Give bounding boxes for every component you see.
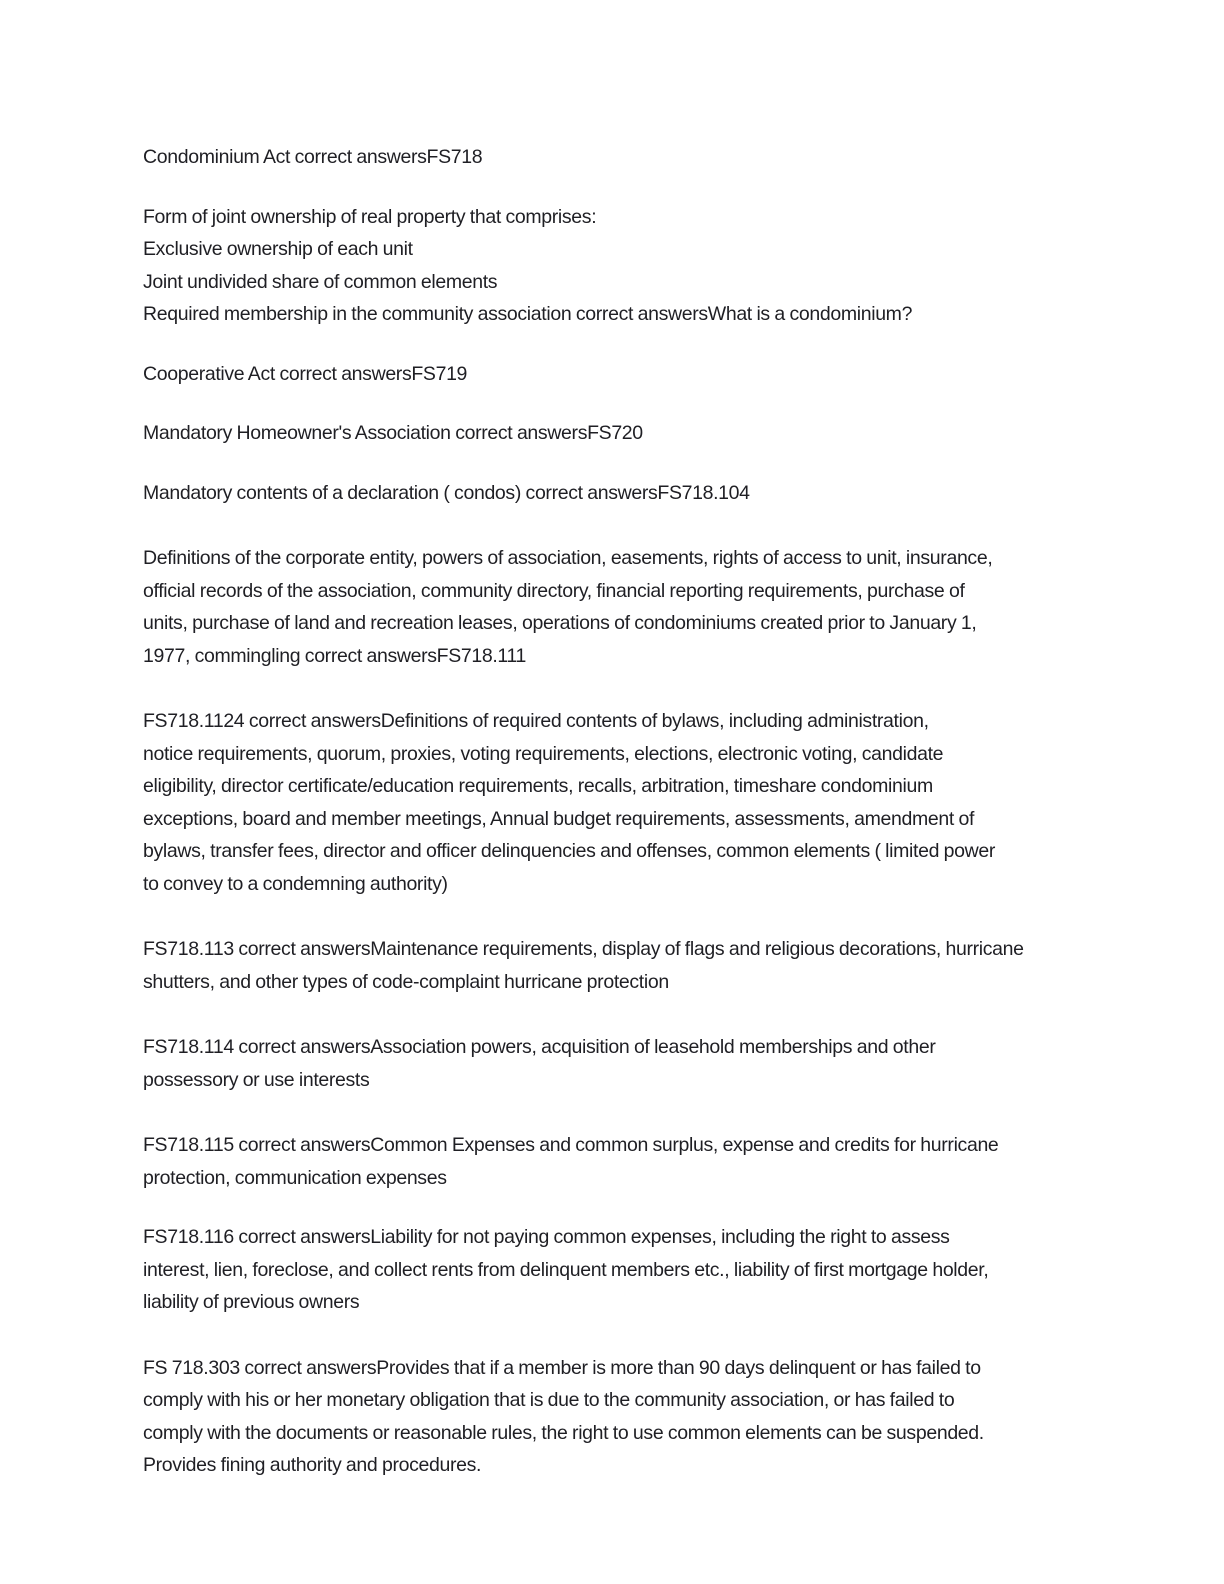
paragraph-condominium-act — [143, 141, 1093, 174]
text-line: units, purchase of land and recreation leases, operations of condominiums created prior to January 1, — [143, 612, 977, 634]
paragraph-fs718-303 — [143, 1352, 1093, 1482]
text-line: Cooperative Act correct answersFS719 — [143, 362, 468, 385]
text-line: FS 718.303 correct answersProvides that if a member is more than 90 days delinquent or has failed to — [143, 1356, 981, 1379]
text-line: exceptions, board and member meetings, Annual budget requirements, assessments, amendment of — [143, 807, 975, 830]
text-line: notice requirements, quorum, proxies, voting requirements, elections, electronic voting, candidate — [143, 742, 944, 765]
text-line: Definitions of the corporate entity, powers of association, easements, rights of access to unit, insurance, — [143, 547, 993, 569]
text-line: Mandatory contents of a declaration ( condos) correct answersFS718.104 — [143, 481, 750, 504]
text-line: Condominium Act correct answersFS718 — [143, 146, 483, 168]
text-line: FS718.115 correct answersCommon Expenses and common surplus, expense and credits for hurricane — [143, 1134, 999, 1156]
paragraph-fs718-1124 — [143, 705, 1093, 900]
text-line: bylaws, transfer fees, director and officer delinquencies and offenses, common elements ( limited power — [143, 840, 996, 862]
text-line: eligibility, director certificate/education requirements, recalls, arbitration, timeshare condominium — [143, 775, 933, 797]
paragraph-fs718-111 — [143, 542, 1093, 672]
text-line: Form of joint ownership of real property that comprises: — [143, 205, 597, 228]
text-line: shutters, and other types of code-complaint hurricane protection — [143, 970, 669, 993]
text-line: FS718.1124 correct answersDefinitions of required contents of bylaws, including administration, — [143, 710, 929, 732]
text-line: FS718.116 correct answersLiability for not paying common expenses, including the right to assess — [143, 1226, 950, 1248]
paragraph-declaration-contents — [143, 477, 1093, 510]
text-line: Required membership in the community association correct answersWhat is a condominium? — [143, 303, 913, 325]
paragraph-fs718-113 — [143, 933, 1093, 998]
text-line: to convey to a condemning authority) — [143, 872, 448, 895]
text-line: official records of the association, community directory, financial reporting requirements, purchase of — [143, 579, 965, 602]
paragraph-fs718-115 — [143, 1129, 1093, 1194]
text-line: interest, lien, foreclose, and collect rents from delinquent members etc., liability of first mortgage holder, — [143, 1258, 989, 1281]
text-line: FS718.114 correct answersAssociation powers, acquisition of leasehold memberships and other — [143, 1036, 936, 1058]
text-line: possessory or use interests — [143, 1068, 370, 1091]
paragraph-fs718-114 — [143, 1031, 1093, 1096]
paragraph-cooperative-act — [143, 358, 1093, 391]
text-line: Exclusive ownership of each unit — [143, 238, 413, 260]
paragraph-fs718-116 — [143, 1221, 1093, 1319]
text-line: Provides fining authority and procedures. — [143, 1454, 482, 1476]
paragraph-homeowners-association — [143, 417, 1093, 450]
text-line: protection, communication expenses — [143, 1166, 447, 1189]
text-line: comply with the documents or reasonable rules, the right to use common elements can be suspended. — [143, 1421, 984, 1444]
document-page — [143, 141, 1093, 1482]
text-line: Mandatory Homeowner's Association correct answersFS720 — [143, 422, 643, 444]
text-line: comply with his or her monetary obligation that is due to the community association, or has failed to — [143, 1389, 955, 1411]
paragraph-condominium-definition — [143, 201, 1093, 331]
text-line: FS718.113 correct answersMaintenance requirements, display of flags and religious decorations, hurricane — [143, 938, 1024, 960]
text-line: liability of previous owners — [143, 1291, 360, 1313]
text-line: 1977, commingling correct answersFS718.111 — [143, 644, 527, 667]
text-line: Joint undivided share of common elements — [143, 270, 498, 293]
